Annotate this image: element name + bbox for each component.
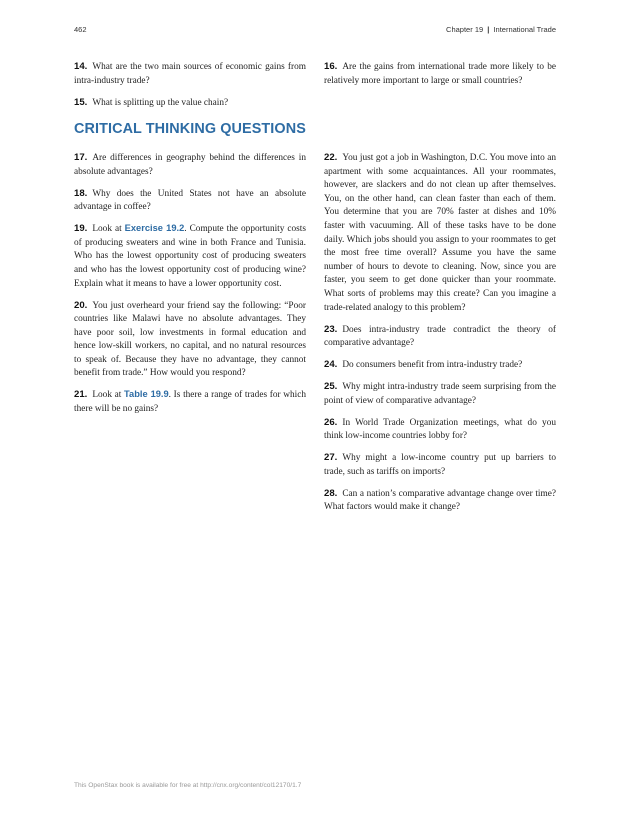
- critical-questions-right: [324, 151, 556, 522]
- page-header: [74, 25, 556, 37]
- question-26: 26. In World Trade Organization meetings, what do you think low-income countries lobby for?: [324, 416, 556, 442]
- question-19: 19. Look at Exercise 19.2. Compute the opportunity costs of producing sweaters and wine in both France and Tunisia. Who has the lowest opportunity cost of producing sweaters and who has the lowest opportunity cost of producing wine? Explain what it means to have a lower opportunity cost.: [74, 223, 306, 289]
- question-18: 18. Why does the United States not have an absolute advantage in coffee?: [74, 187, 306, 213]
- page-number: 462: [74, 25, 87, 34]
- question-20: 20. You just overheard your friend say the following: “Poor countries like Malawi have no absolute advantages. They have poor soil, low investments in formal education and hence low-skill workers, no capital, and no natural resources to speak of. Because they have no advantage, they cannot benefit from trade.” How would you respond?: [74, 299, 306, 379]
- question-22: 22. You just got a job in Washington, D.C. You move into an apartment with some acquaintances. All your roommates, however, are slackers and do not clean up after themselves. You, on the other hand, can clean faster than each of them. You determine that you are 70% faster at dishes and 10% faster with vacuuming. All of these tasks have to be done daily. Which jobs should you assign to your roommates to get the most free time overall? Assume you have the same number of hours to devote to cleaning. Now, since you are faster, you seem to get done quicker than your roommate. What sorts of problems may this create? Can you imagine a trade-related analogy to this problem?: [324, 152, 556, 313]
- header-separator: |: [487, 25, 490, 34]
- critical-questions-left: [74, 151, 306, 424]
- review-questions-right: [324, 60, 556, 96]
- question-16: 16. Are the gains from international trade more likely to be relatively more important to large or small countries?: [324, 61, 556, 86]
- table-19-9-link[interactable]: Table 19.9: [124, 389, 169, 400]
- question-14: 14. What are the two main sources of economic gains from intra-industry trade?: [74, 61, 306, 86]
- question-28: 28. Can a nation’s comparative advantage change over time? What factors would make it change?: [324, 487, 556, 513]
- question-21: 21. Look at Table 19.9. Is there a range of trades for which there will be no gains?: [74, 389, 306, 415]
- question-27: 27. Why might a low-income country put up barriers to trade, such as tariffs on imports?: [324, 452, 556, 477]
- question-23: 23. Does intra-industry trade contradict the theory of comparative advantage?: [324, 323, 556, 349]
- question-15: 15. What is splitting up the value chain?: [74, 96, 229, 108]
- exercise-19-2-link[interactable]: Exercise 19.2: [124, 223, 185, 234]
- question-25: 25. Why might intra-industry trade seem surprising from the point of view of comparative advantage?: [324, 381, 556, 406]
- question-24: 24. Do consumers benefit from intra-industry trade?: [324, 359, 523, 371]
- chapter-label: Chapter 19: [446, 25, 484, 34]
- chapter-title: [446, 25, 556, 34]
- page-footer: This OpenStax book is available for free at http://cnx.org/content/col12170/1.7: [74, 782, 302, 789]
- review-questions-left: [74, 60, 306, 118]
- chapter-name: International Trade: [493, 25, 556, 34]
- question-17: 17. Are differences in geography behind the differences in absolute advantages?: [74, 152, 306, 177]
- section-title: CRITICAL THINKING QUESTIONS: [74, 121, 306, 137]
